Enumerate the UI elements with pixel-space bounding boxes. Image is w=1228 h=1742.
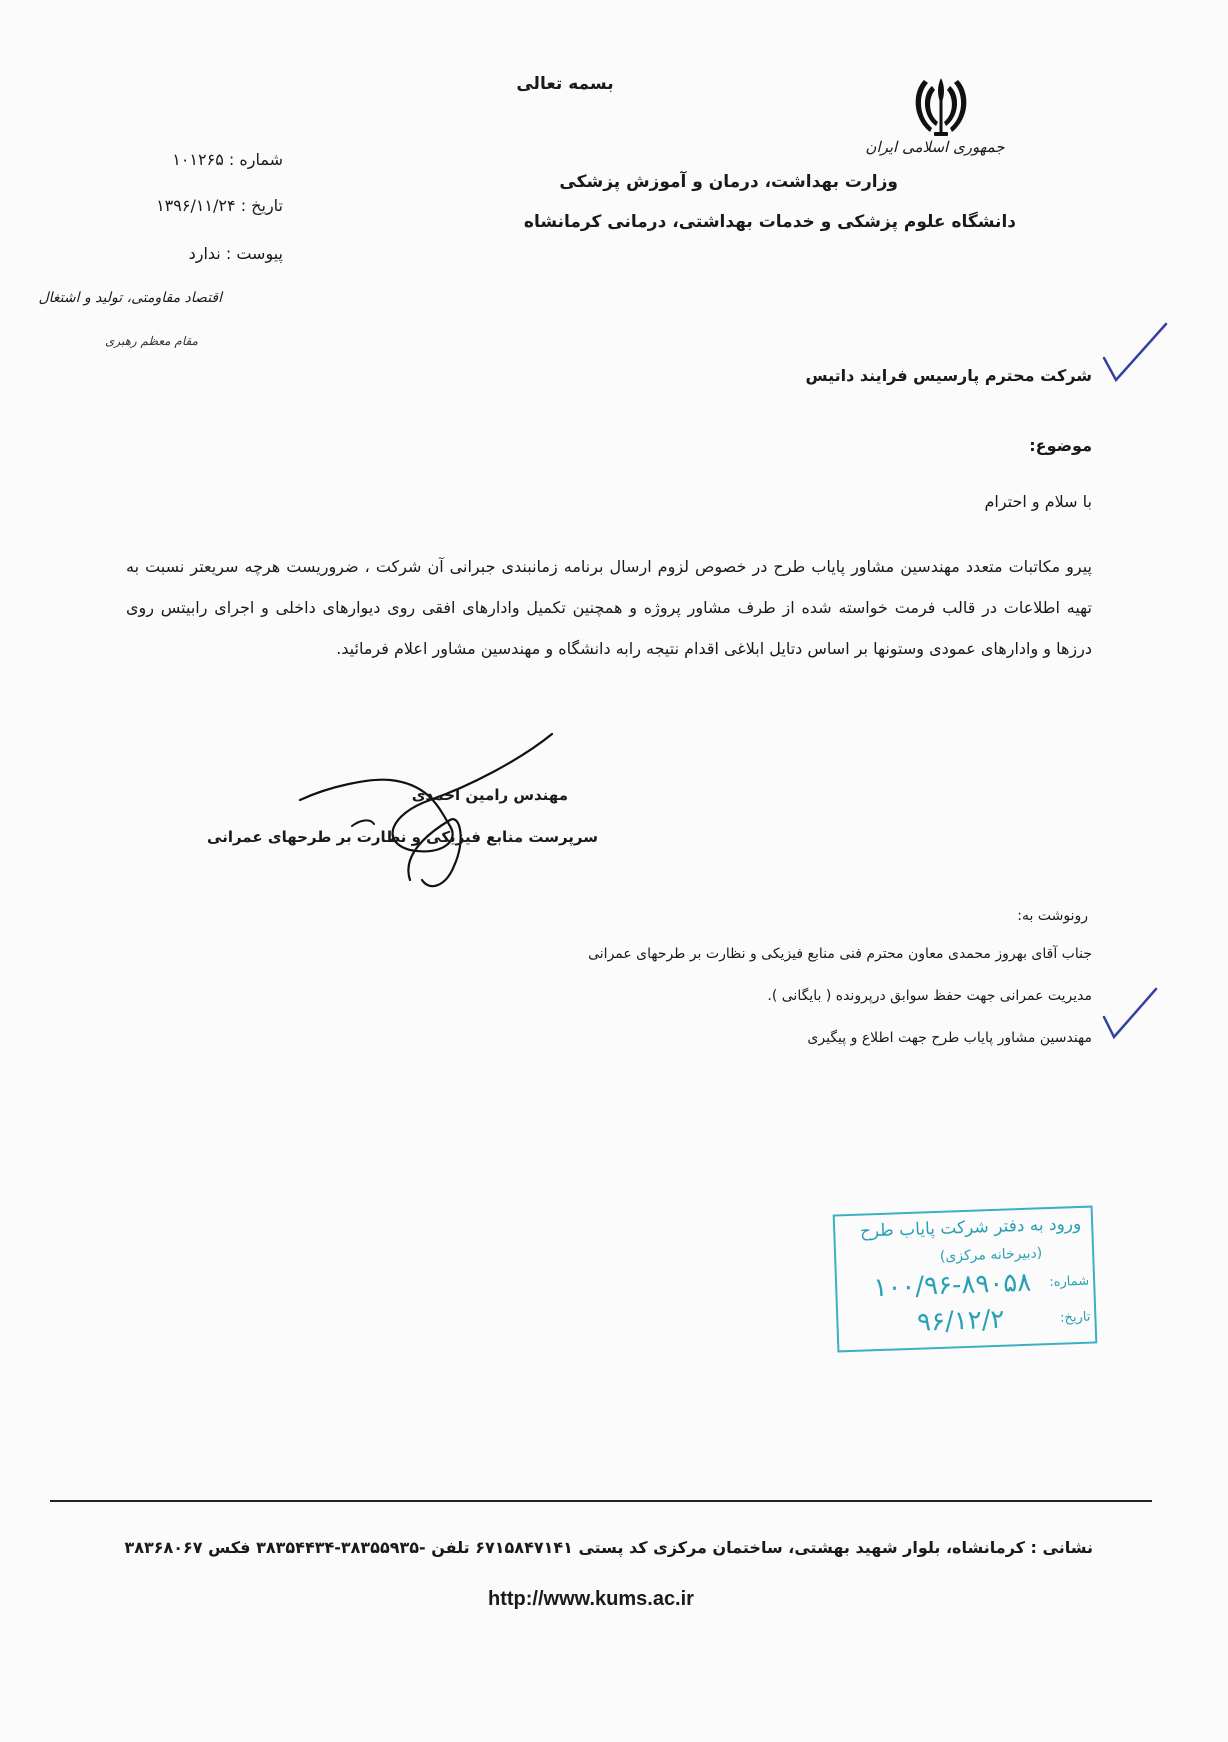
cc-item: مدیریت عمرانی جهت حفظ سوابق درپرونده ( بایگانی ). — [767, 988, 1092, 1004]
stamp-number-label: شماره: — [1049, 1273, 1090, 1291]
checkmark-icon — [1100, 320, 1170, 390]
letter-number-label: شماره : — [228, 150, 283, 169]
footer-website-link[interactable]: http://www.kums.ac.ir — [488, 1588, 694, 1610]
recipient-line: شرکت محترم پارسیس فرایند داتیس — [805, 366, 1092, 385]
letter-attachment — [189, 244, 283, 263]
stamp-date-label: تاریخ: — [1059, 1309, 1091, 1326]
ministry-name: وزارت بهداشت، درمان و آموزش پزشکی — [559, 172, 898, 192]
attachment-label: پیوست : — [225, 244, 283, 263]
motto-text: اقتصاد مقاومتی، تولید و اشتغال — [38, 290, 222, 306]
cc-item: جناب آقای بهروز محمدی معاون محترم فنی منابع فیزیکی و نظارت بر طرحهای عمرانی — [588, 946, 1092, 962]
checkmark-icon — [1100, 985, 1160, 1045]
cc-item: مهندسین مشاور پایاب طرح جهت اطلاع و پیگیری — [807, 1030, 1092, 1046]
letter-number — [172, 150, 283, 169]
signatory-name: مهندس رامین احمدی — [411, 786, 568, 804]
bismillah-heading: بسمه تعالی — [516, 74, 614, 94]
university-name: دانشگاه علوم پزشکی و خدمات بهداشتی، درمانی کرمانشاه — [523, 212, 1016, 232]
iran-emblem-icon — [906, 72, 976, 142]
footer-divider — [50, 1500, 1152, 1502]
republic-caption: جمهوری اسلامی ایران — [865, 138, 1005, 156]
letter-body: پیرو مکاتبات متعدد مهندسین مشاور پایاب طرح در خصوص لزوم ارسال برنامه زمانبندی جبرانی آن شرکت ، ضروریست هرچه سریعتر نسبت به تهیه اطلاعات در قالب فرمت خواسته شده از طرف مشاور پروژه و همچنین تکمیل وادارهای افقی روی دیوارهای داخلی و اجرای رابیتس روی درزها و وادارهای عمودی وستونها بر اساس دتایل ابلاغی اقدام نتیجه رابه دانشگاه و مهندسین مشاور اعلام فرمائید. — [126, 557, 1092, 658]
letter-date-label: تاریخ : — [240, 196, 283, 215]
received-stamp — [833, 1206, 1098, 1353]
letter-number-value: ۱۰۱۲۶۵ — [172, 150, 224, 169]
attachment-value: ندارد — [188, 244, 221, 263]
subject-label: موضوع: — [1029, 436, 1092, 455]
stamp-line2: (دبیرخانه مرکزی) — [939, 1245, 1043, 1265]
letter-date — [156, 196, 283, 215]
stamp-line1: ورود به دفتر شرکت پایاب طرح — [859, 1213, 1082, 1242]
stamp-number-value: ۱۰۰/۹۶-۸۹۰۵۸ — [872, 1267, 1032, 1304]
greeting-line: با سلام و احترام — [984, 492, 1092, 511]
footer-address: نشانی : کرمانشاه، بلوار شهید بهشتی، ساختمان مرکزی کد پستی ۶۷۱۵۸۴۷۱۴۱ تلفن -۳۸۳۵۵۹۳۵-۳۸۳۵۴۴۳۴ فکس ۳۸۳۶۸۰۶۷ — [124, 1538, 1093, 1557]
letter-date-value: ۱۳۹۶/۱۱/۲۴ — [156, 196, 236, 215]
signatory-title: سرپرست منابع فیزیکی و نظارت بر طرحهای عمرانی — [207, 828, 598, 846]
stamp-date-value: ۹۶/۱۲/۲ — [916, 1304, 1005, 1338]
motto-author: مقام معظم رهبری — [104, 334, 198, 348]
cc-title: رونوشت به: — [1017, 908, 1088, 924]
handwritten-signature — [290, 730, 570, 900]
